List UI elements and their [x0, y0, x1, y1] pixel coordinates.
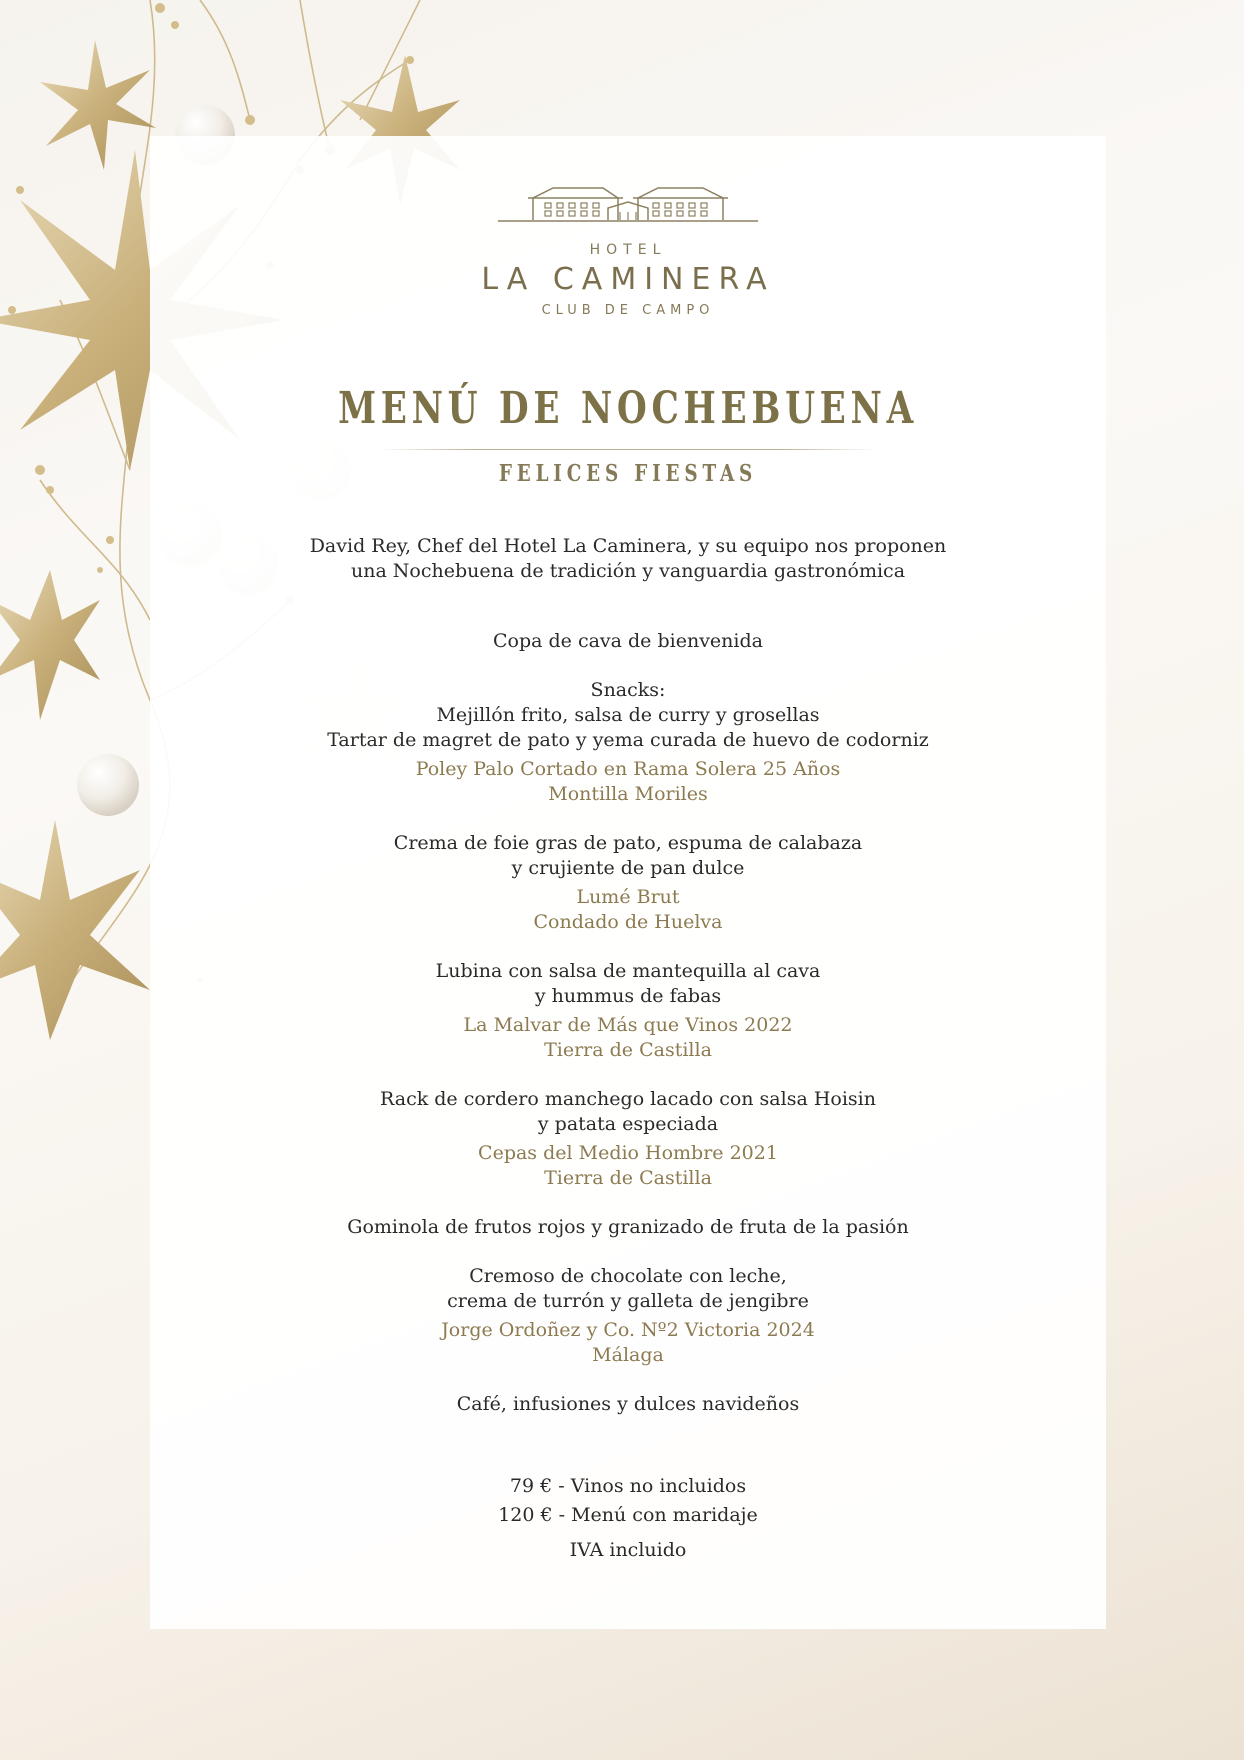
- logo-hotel-name: LA CAMINERA: [481, 262, 775, 297]
- wine-line: Cepas del Medio Hombre 2021: [478, 1142, 778, 1164]
- dish-line: y patata especiada: [537, 1113, 719, 1135]
- menu-course: [150, 1264, 1106, 1368]
- menu-card: [150, 136, 1106, 1629]
- dish-line: Mejillón frito, salsa de curry y grosellas: [436, 704, 820, 726]
- price-without-wine: 79 € - Vinos no incluidos: [509, 1475, 747, 1497]
- tax-note: IVA incluido: [569, 1539, 687, 1561]
- menu-course: [150, 629, 1106, 654]
- dish-line: Copa de cava de bienvenida: [493, 630, 763, 652]
- dish-line: Tartar de magret de pato y yema curada de huevo de codorniz: [327, 729, 929, 751]
- page-title: MENÚ DE NOCHEBUENA: [338, 383, 918, 434]
- dish-line: Gominola de frutos rojos y granizado de fruta de la pasión: [347, 1216, 909, 1238]
- wine-pairing: [150, 1141, 1106, 1191]
- menu-course: [150, 678, 1106, 807]
- wine-line: Lumé Brut: [576, 886, 680, 908]
- dish-line: Crema de foie gras de pato, espuma de calabaza: [393, 832, 863, 854]
- wine-line: Tierra de Castilla: [544, 1039, 712, 1061]
- dish-line: Rack de cordero manchego lacado con salsa Hoisin: [380, 1088, 876, 1110]
- wine-line: La Malvar de Más que Vinos 2022: [463, 1014, 793, 1036]
- wine-pairing: [150, 757, 1106, 807]
- dish-line: y crujiente de pan dulce: [511, 857, 745, 879]
- intro-line: David Rey, Chef del Hotel La Caminera, y su equipo nos proponen: [309, 535, 947, 557]
- menu-course: [150, 959, 1106, 1063]
- menu-course: [150, 1392, 1106, 1417]
- dish-line: y hummus de fabas: [534, 985, 722, 1007]
- menu-courses: [150, 629, 1106, 1441]
- intro-text: [150, 534, 1106, 584]
- wine-line: Montilla Moriles: [548, 783, 708, 805]
- wine-line: Málaga: [592, 1344, 664, 1366]
- wine-pairing: [150, 1318, 1106, 1368]
- price-with-pairing: 120 € - Menú con maridaje: [498, 1504, 758, 1526]
- wine-line: Condado de Huelva: [533, 911, 723, 933]
- dish-line: Snacks:: [590, 679, 666, 701]
- dish-line: Café, infusiones y dulces navideños: [456, 1393, 800, 1415]
- dish-line: Cremoso de chocolate con leche,: [469, 1265, 787, 1287]
- menu-course: [150, 1215, 1106, 1240]
- dish-line: Lubina con salsa de mantequilla al cava: [435, 960, 821, 982]
- hotel-building-icon: [498, 184, 758, 224]
- hotel-logo: [150, 184, 1106, 318]
- intro-line: una Nochebuena de tradición y vanguardia gastronómica: [350, 560, 906, 582]
- title-divider: [380, 449, 876, 450]
- dish-line: crema de turrón y galleta de jengibre: [447, 1290, 809, 1312]
- wine-line: Tierra de Castilla: [544, 1167, 712, 1189]
- logo-hotel-word: HOTEL: [589, 242, 667, 258]
- price-block: [150, 1472, 1106, 1565]
- wine-pairing: [150, 1013, 1106, 1063]
- wine-line: Poley Palo Cortado en Rama Solera 25 Años: [415, 758, 841, 780]
- wine-line: Jorge Ordoñez y Co. Nº2 Victoria 2024: [441, 1319, 815, 1341]
- logo-subtitle: CLUB DE CAMPO: [541, 303, 715, 318]
- page-subtitle: FELICES FIESTAS: [498, 460, 758, 487]
- menu-course: [150, 1087, 1106, 1191]
- wine-pairing: [150, 885, 1106, 935]
- menu-course: [150, 831, 1106, 935]
